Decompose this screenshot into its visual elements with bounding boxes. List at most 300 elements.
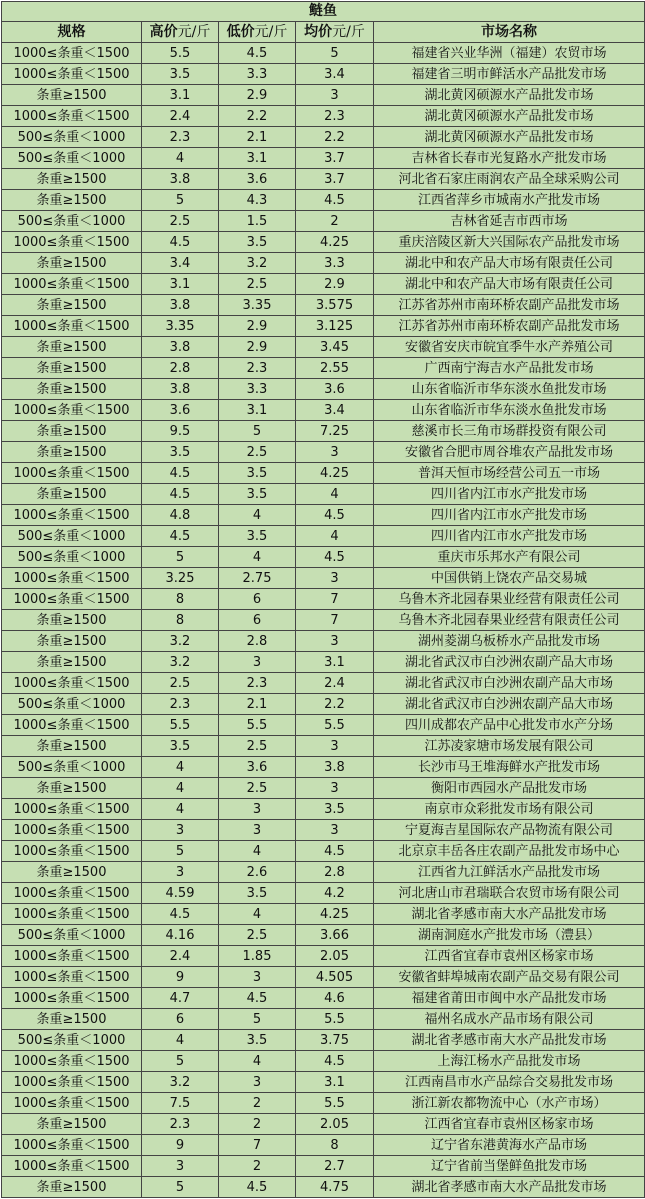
table-row (2, 463, 645, 484)
table-row (2, 1156, 645, 1177)
cell-high-price: 3.8 (142, 379, 219, 400)
cell-market-name: 湖北中和农产品大市场有限责任公司 (374, 274, 645, 295)
cell-market-name: 福建省三明市鲜活水产品批发市场 (374, 64, 645, 85)
cell-spec: 条重≥1500 (2, 652, 142, 673)
cell-low-price: 2 (219, 1114, 296, 1135)
cell-spec: 条重≥1500 (2, 190, 142, 211)
cell-avg-price: 3.66 (296, 925, 374, 946)
cell-market-name: 江西省九江鲜活水产品批发市场 (374, 862, 645, 883)
cell-low-price: 5 (219, 1009, 296, 1030)
column-header-label: 市场名称 (481, 23, 537, 40)
cell-market-name: 乌鲁木齐北园春果业经营有限责任公司 (374, 589, 645, 610)
cell-spec: 1000≤条重＜1500 (2, 673, 142, 694)
table-row (2, 1072, 645, 1093)
cell-low-price: 6 (219, 610, 296, 631)
cell-high-price: 4.8 (142, 505, 219, 526)
cell-low-price: 2.3 (219, 358, 296, 379)
cell-spec: 1000≤条重＜1500 (2, 988, 142, 1009)
table-row (2, 421, 645, 442)
cell-low-price: 4.5 (219, 988, 296, 1009)
cell-market-name: 湖北省武汉市白沙洲农副产品大市场 (374, 694, 645, 715)
cell-avg-price: 5.5 (296, 1009, 374, 1030)
table-row (2, 43, 645, 64)
cell-high-price: 7.5 (142, 1093, 219, 1114)
cell-market-name: 安徽省蚌埠城南农副产品交易有限公司 (374, 967, 645, 988)
cell-avg-price: 4.5 (296, 547, 374, 568)
cell-market-name: 福州名成水产品市场有限公司 (374, 1009, 645, 1030)
table-row (2, 211, 645, 232)
cell-low-price: 4 (219, 1051, 296, 1072)
cell-avg-price: 2.8 (296, 862, 374, 883)
cell-spec: 500≤条重＜1000 (2, 211, 142, 232)
cell-avg-price: 3 (296, 631, 374, 652)
cell-high-price: 8 (142, 610, 219, 631)
table-row (2, 1009, 645, 1030)
cell-low-price: 2.5 (219, 442, 296, 463)
cell-spec: 条重≥1500 (2, 421, 142, 442)
cell-avg-price: 2.3 (296, 106, 374, 127)
cell-high-price: 5 (142, 547, 219, 568)
cell-avg-price: 2.7 (296, 1156, 374, 1177)
cell-avg-price: 2 (296, 211, 374, 232)
cell-spec: 1000≤条重＜1500 (2, 232, 142, 253)
cell-high-price: 3.35 (142, 316, 219, 337)
cell-low-price: 2.3 (219, 673, 296, 694)
table-row (2, 484, 645, 505)
table-row (2, 862, 645, 883)
cell-avg-price: 3.7 (296, 169, 374, 190)
cell-spec: 条重≥1500 (2, 358, 142, 379)
column-header-high-price (142, 22, 219, 43)
cell-low-price: 3.1 (219, 148, 296, 169)
cell-avg-price: 3.1 (296, 1072, 374, 1093)
cell-high-price: 4 (142, 1030, 219, 1051)
column-header-unit: 元/斤 (177, 23, 211, 40)
cell-spec: 500≤条重＜1000 (2, 1030, 142, 1051)
cell-low-price: 3.6 (219, 169, 296, 190)
cell-market-name: 安徽省安庆市皖宜季牛水产养殖公司 (374, 337, 645, 358)
cell-spec: 1000≤条重＜1500 (2, 43, 142, 64)
cell-market-name: 南京市众彩批发市场有限公司 (374, 799, 645, 820)
table-row (2, 736, 645, 757)
cell-spec: 条重≥1500 (2, 169, 142, 190)
table-row (2, 316, 645, 337)
table-row (2, 778, 645, 799)
cell-low-price: 3.1 (219, 400, 296, 421)
table-row (2, 1177, 645, 1198)
cell-spec: 条重≥1500 (2, 1177, 142, 1198)
cell-low-price: 3.3 (219, 379, 296, 400)
cell-low-price: 3.5 (219, 526, 296, 547)
table-row (2, 337, 645, 358)
cell-spec: 1000≤条重＜1500 (2, 1156, 142, 1177)
table-row (2, 232, 645, 253)
cell-low-price: 3.5 (219, 463, 296, 484)
cell-low-price: 2.75 (219, 568, 296, 589)
table-row (2, 295, 645, 316)
cell-high-price: 4.59 (142, 883, 219, 904)
cell-high-price: 3.1 (142, 274, 219, 295)
cell-spec: 1000≤条重＜1500 (2, 799, 142, 820)
cell-avg-price: 4.75 (296, 1177, 374, 1198)
cell-avg-price: 7.25 (296, 421, 374, 442)
cell-avg-price: 3 (296, 568, 374, 589)
cell-market-name: 湖州菱湖乌板桥水产品批发市场 (374, 631, 645, 652)
table-row (2, 904, 645, 925)
table-row (2, 526, 645, 547)
cell-high-price: 3.5 (142, 442, 219, 463)
column-header-avg-price (296, 22, 374, 43)
cell-high-price: 9 (142, 1135, 219, 1156)
cell-low-price: 3 (219, 652, 296, 673)
cell-market-name: 四川省内江市水产批发市场 (374, 505, 645, 526)
cell-high-price: 9.5 (142, 421, 219, 442)
cell-high-price: 4 (142, 148, 219, 169)
cell-avg-price: 3.4 (296, 64, 374, 85)
cell-low-price: 4.3 (219, 190, 296, 211)
cell-market-name: 湖北黄冈硕源水产品批发市场 (374, 106, 645, 127)
cell-high-price: 3.8 (142, 337, 219, 358)
table-row (2, 883, 645, 904)
table-row (2, 610, 645, 631)
table-row (2, 1093, 645, 1114)
cell-low-price: 2.9 (219, 85, 296, 106)
cell-market-name: 江苏省苏州市南环桥农副产品批发市场 (374, 316, 645, 337)
cell-spec: 条重≥1500 (2, 337, 142, 358)
table-row (2, 820, 645, 841)
cell-low-price: 2.5 (219, 778, 296, 799)
cell-avg-price: 4.5 (296, 505, 374, 526)
table-body (2, 43, 645, 1198)
cell-avg-price: 3 (296, 778, 374, 799)
table-row (2, 568, 645, 589)
cell-avg-price: 4.25 (296, 904, 374, 925)
table-row (2, 946, 645, 967)
cell-market-name: 湖北黄冈硕源水产品批发市场 (374, 127, 645, 148)
cell-market-name: 浙江新农都物流中心（水产市场） (374, 1093, 645, 1114)
cell-market-name: 山东省临沂市华东淡水鱼批发市场 (374, 379, 645, 400)
cell-low-price: 3.6 (219, 757, 296, 778)
table-row (2, 358, 645, 379)
cell-avg-price: 3.5 (296, 799, 374, 820)
cell-avg-price: 4.505 (296, 967, 374, 988)
table-row (2, 85, 645, 106)
cell-spec: 500≤条重＜1000 (2, 526, 142, 547)
cell-avg-price: 5.5 (296, 1093, 374, 1114)
cell-avg-price: 3.6 (296, 379, 374, 400)
cell-spec: 1000≤条重＜1500 (2, 904, 142, 925)
column-header-label: 高价 (149, 23, 178, 40)
fish-price-table (1, 1, 645, 1198)
table-row (2, 190, 645, 211)
cell-low-price: 3 (219, 820, 296, 841)
cell-low-price: 3.2 (219, 253, 296, 274)
cell-avg-price: 3 (296, 442, 374, 463)
table-row (2, 631, 645, 652)
cell-low-price: 2.1 (219, 127, 296, 148)
cell-avg-price: 2.05 (296, 946, 374, 967)
cell-market-name: 山东省临沂市华东淡水鱼批发市场 (374, 400, 645, 421)
cell-high-price: 3.6 (142, 400, 219, 421)
cell-avg-price: 4.25 (296, 232, 374, 253)
cell-low-price: 1.5 (219, 211, 296, 232)
cell-low-price: 1.85 (219, 946, 296, 967)
cell-high-price: 3.8 (142, 295, 219, 316)
cell-low-price: 2.5 (219, 925, 296, 946)
cell-market-name: 湖北省武汉市白沙洲农副产品大市场 (374, 652, 645, 673)
cell-market-name: 慈溪市长三角市场群投资有限公司 (374, 421, 645, 442)
cell-low-price: 4.5 (219, 43, 296, 64)
cell-high-price: 2.5 (142, 211, 219, 232)
table-row (2, 253, 645, 274)
cell-market-name: 乌鲁木齐北园春果业经营有限责任公司 (374, 610, 645, 631)
cell-low-price: 2.2 (219, 106, 296, 127)
table-row (2, 988, 645, 1009)
cell-low-price: 4 (219, 841, 296, 862)
cell-avg-price: 3 (296, 736, 374, 757)
cell-market-name: 衡阳市西园水产品批发市场 (374, 778, 645, 799)
cell-spec: 1000≤条重＜1500 (2, 967, 142, 988)
cell-market-name: 湖南洞庭水产批发市场（澧县） (374, 925, 645, 946)
cell-avg-price: 3.4 (296, 400, 374, 421)
cell-spec: 1000≤条重＜1500 (2, 106, 142, 127)
cell-low-price: 2 (219, 1093, 296, 1114)
column-header-market-name (374, 22, 645, 43)
table-row (2, 799, 645, 820)
cell-spec: 500≤条重＜1000 (2, 757, 142, 778)
cell-low-price: 7 (219, 1135, 296, 1156)
table-row (2, 925, 645, 946)
cell-high-price: 3.2 (142, 652, 219, 673)
cell-market-name: 江西省宜春市袁州区杨家市场 (374, 946, 645, 967)
cell-high-price: 3.4 (142, 253, 219, 274)
cell-avg-price: 3.3 (296, 253, 374, 274)
cell-high-price: 3.5 (142, 736, 219, 757)
cell-avg-price: 4 (296, 484, 374, 505)
cell-high-price: 8 (142, 589, 219, 610)
cell-low-price: 3 (219, 967, 296, 988)
cell-spec: 条重≥1500 (2, 1114, 142, 1135)
cell-low-price: 2.5 (219, 736, 296, 757)
column-header-low-price (219, 22, 296, 43)
cell-market-name: 四川省内江市水产批发市场 (374, 526, 645, 547)
cell-avg-price: 3.575 (296, 295, 374, 316)
cell-high-price: 2.3 (142, 694, 219, 715)
cell-market-name: 江苏凌家塘市场发展有限公司 (374, 736, 645, 757)
cell-low-price: 2.5 (219, 274, 296, 295)
table-title-row (2, 2, 645, 22)
column-header-label: 规格 (57, 23, 86, 40)
cell-avg-price: 2.2 (296, 694, 374, 715)
cell-spec: 1000≤条重＜1500 (2, 1051, 142, 1072)
cell-market-name: 中国供销上饶农产品交易城 (374, 568, 645, 589)
cell-high-price: 4.16 (142, 925, 219, 946)
cell-spec: 1000≤条重＜1500 (2, 1072, 142, 1093)
cell-high-price: 2.3 (142, 127, 219, 148)
cell-avg-price: 3.45 (296, 337, 374, 358)
cell-spec: 1000≤条重＜1500 (2, 820, 142, 841)
cell-high-price: 2.4 (142, 946, 219, 967)
cell-spec: 条重≥1500 (2, 610, 142, 631)
cell-avg-price: 2.05 (296, 1114, 374, 1135)
cell-avg-price: 4.5 (296, 190, 374, 211)
cell-market-name: 辽宁省前当堡鲜鱼批发市场 (374, 1156, 645, 1177)
cell-high-price: 4.5 (142, 526, 219, 547)
cell-spec: 1000≤条重＜1500 (2, 568, 142, 589)
table-row (2, 673, 645, 694)
cell-spec: 500≤条重＜1000 (2, 925, 142, 946)
cell-high-price: 2.5 (142, 673, 219, 694)
table-row (2, 400, 645, 421)
cell-high-price: 9 (142, 967, 219, 988)
cell-market-name: 重庆涪陵区新大兴国际农产品批发市场 (374, 232, 645, 253)
cell-spec: 1000≤条重＜1500 (2, 589, 142, 610)
cell-market-name: 河北唐山市君瑞联合农贸市场有限公司 (374, 883, 645, 904)
cell-low-price: 3 (219, 1072, 296, 1093)
table-row (2, 379, 645, 400)
cell-low-price: 3.35 (219, 295, 296, 316)
cell-high-price: 4.5 (142, 484, 219, 505)
cell-market-name: 湖北省孝感市南大水产品批发市场 (374, 1030, 645, 1051)
cell-market-name: 上海江杨水产品批发市场 (374, 1051, 645, 1072)
cell-high-price: 4.5 (142, 904, 219, 925)
cell-high-price: 3 (142, 820, 219, 841)
table-row (2, 1051, 645, 1072)
cell-spec: 条重≥1500 (2, 1009, 142, 1030)
cell-high-price: 3.8 (142, 169, 219, 190)
cell-high-price: 4.5 (142, 232, 219, 253)
cell-avg-price: 2.4 (296, 673, 374, 694)
cell-low-price: 3.5 (219, 484, 296, 505)
cell-avg-price: 4.6 (296, 988, 374, 1009)
table-row (2, 505, 645, 526)
cell-market-name: 江西省宜春市袁州区杨家市场 (374, 1114, 645, 1135)
column-header-label: 均价 (304, 23, 333, 40)
cell-low-price: 3 (219, 799, 296, 820)
cell-low-price: 4.5 (219, 1177, 296, 1198)
cell-avg-price: 4.2 (296, 883, 374, 904)
cell-spec: 条重≥1500 (2, 778, 142, 799)
cell-avg-price: 3.1 (296, 652, 374, 673)
cell-market-name: 湖北中和农产品大市场有限责任公司 (374, 253, 645, 274)
cell-avg-price: 3 (296, 820, 374, 841)
table-row (2, 442, 645, 463)
cell-spec: 500≤条重＜1000 (2, 547, 142, 568)
cell-spec: 500≤条重＜1000 (2, 127, 142, 148)
cell-avg-price: 3.8 (296, 757, 374, 778)
cell-high-price: 3.5 (142, 64, 219, 85)
table-row (2, 547, 645, 568)
cell-spec: 1000≤条重＜1500 (2, 64, 142, 85)
cell-avg-price: 7 (296, 610, 374, 631)
table-row (2, 1135, 645, 1156)
cell-avg-price: 3 (296, 85, 374, 106)
cell-low-price: 3.5 (219, 232, 296, 253)
cell-spec: 1000≤条重＜1500 (2, 400, 142, 421)
cell-low-price: 3.5 (219, 883, 296, 904)
cell-avg-price: 2.9 (296, 274, 374, 295)
cell-spec: 500≤条重＜1000 (2, 694, 142, 715)
table-row (2, 1030, 645, 1051)
cell-high-price: 2.4 (142, 106, 219, 127)
cell-low-price: 2.9 (219, 337, 296, 358)
cell-avg-price: 7 (296, 589, 374, 610)
cell-spec: 1000≤条重＜1500 (2, 946, 142, 967)
cell-market-name: 吉林省延吉市西市场 (374, 211, 645, 232)
table-row (2, 106, 645, 127)
cell-market-name: 福建省兴业华洲（福建）农贸市场 (374, 43, 645, 64)
cell-avg-price: 5 (296, 43, 374, 64)
cell-high-price: 4 (142, 799, 219, 820)
cell-market-name: 湖北省武汉市白沙洲农副产品大市场 (374, 673, 645, 694)
cell-market-name: 江苏省苏州市南环桥农副产品批发市场 (374, 295, 645, 316)
cell-market-name: 湖北黄冈硕源水产品批发市场 (374, 85, 645, 106)
column-header-row (2, 22, 645, 43)
cell-high-price: 3.2 (142, 631, 219, 652)
cell-market-name: 湖北省孝感市南大水产品批发市场 (374, 1177, 645, 1198)
table-row (2, 715, 645, 736)
cell-market-name: 辽宁省东港黄海水产品市场 (374, 1135, 645, 1156)
cell-spec: 条重≥1500 (2, 253, 142, 274)
cell-market-name: 四川省内江市水产批发市场 (374, 484, 645, 505)
cell-low-price: 3.3 (219, 64, 296, 85)
cell-high-price: 5 (142, 1177, 219, 1198)
column-header-unit: 元/斤 (332, 23, 365, 40)
cell-low-price: 6 (219, 589, 296, 610)
table-row (2, 694, 645, 715)
cell-low-price: 4 (219, 505, 296, 526)
cell-high-price: 4 (142, 778, 219, 799)
cell-market-name: 普洱天恒市场经营公司五一市场 (374, 463, 645, 484)
cell-high-price: 3.1 (142, 85, 219, 106)
cell-spec: 条重≥1500 (2, 379, 142, 400)
cell-market-name: 江西南昌市水产品综合交易批发市场 (374, 1072, 645, 1093)
cell-high-price: 3.25 (142, 568, 219, 589)
cell-spec: 1000≤条重＜1500 (2, 1135, 142, 1156)
cell-spec: 1000≤条重＜1500 (2, 316, 142, 337)
cell-spec: 1000≤条重＜1500 (2, 883, 142, 904)
cell-spec: 1000≤条重＜1500 (2, 463, 142, 484)
cell-avg-price: 8 (296, 1135, 374, 1156)
cell-spec: 条重≥1500 (2, 484, 142, 505)
cell-high-price: 4 (142, 757, 219, 778)
cell-spec: 条重≥1500 (2, 736, 142, 757)
table-title: 鲢鱼 (2, 2, 645, 22)
table-row (2, 148, 645, 169)
cell-avg-price: 3.75 (296, 1030, 374, 1051)
cell-high-price: 5.5 (142, 715, 219, 736)
table-row (2, 127, 645, 148)
column-header-label: 低价 (226, 23, 255, 40)
cell-high-price: 2.8 (142, 358, 219, 379)
cell-avg-price: 4.5 (296, 841, 374, 862)
cell-low-price: 2.9 (219, 316, 296, 337)
cell-avg-price: 2.55 (296, 358, 374, 379)
column-header-unit: 元/斤 (254, 23, 288, 40)
cell-spec: 1000≤条重＜1500 (2, 715, 142, 736)
cell-high-price: 4.7 (142, 988, 219, 1009)
table-row (2, 841, 645, 862)
cell-market-name: 湖北省孝感市南大水产品批发市场 (374, 904, 645, 925)
cell-avg-price: 4.25 (296, 463, 374, 484)
cell-low-price: 4 (219, 904, 296, 925)
cell-low-price: 5.5 (219, 715, 296, 736)
cell-high-price: 6 (142, 1009, 219, 1030)
cell-market-name: 北京京丰岳各庄农副产品批发市场中心 (374, 841, 645, 862)
cell-spec: 条重≥1500 (2, 862, 142, 883)
cell-avg-price: 2.2 (296, 127, 374, 148)
cell-avg-price: 4 (296, 526, 374, 547)
